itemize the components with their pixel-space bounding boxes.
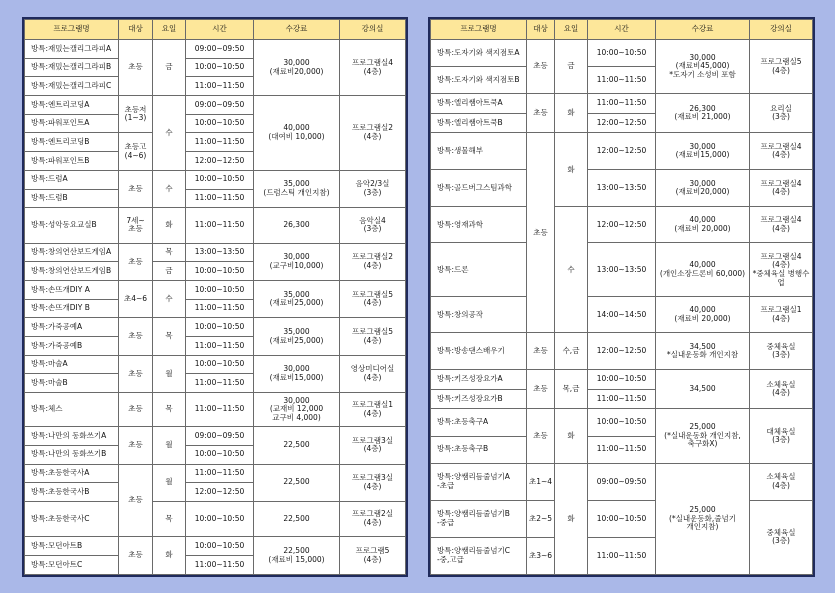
header-row (431, 20, 813, 40)
fee: 40,000 (개인소장드론비 60,000) (656, 243, 750, 297)
day: 화 (153, 537, 186, 575)
day: 금 (153, 40, 186, 96)
time: 12:00~12:50 (588, 333, 656, 370)
table-row (25, 427, 406, 446)
program-name: 방특:영재과학 (431, 207, 527, 243)
time: 14:00~14:50 (588, 297, 656, 333)
program-name: 방특:양쌤리듬줄넘기A -초급 (431, 463, 527, 500)
table-row (431, 409, 813, 436)
program-name: 방특:창의공작 (431, 297, 527, 333)
day: 목,금 (555, 370, 588, 409)
room: 소체육실 (4층) (750, 370, 813, 409)
table-row (25, 281, 406, 300)
table-row (431, 243, 813, 297)
fee: 40,000 (재료비 20,000) (656, 207, 750, 243)
fee: 30,000 (재료비15,000) (254, 355, 340, 392)
room: 요리실 (3층) (750, 94, 813, 133)
time: 10:00~10:50 (588, 500, 656, 537)
program-name: 방특:엔트리코딩A (25, 96, 119, 115)
target: 초등 (527, 333, 555, 370)
program-name: 방특:도자기와 색지점토B (431, 67, 527, 94)
fee: 30,000 (재료비20,000) (254, 40, 340, 96)
day: 목 (153, 318, 186, 355)
target: 초등 (119, 243, 153, 280)
fee: 26,300 (재료비 21,000) (656, 94, 750, 133)
table-row (25, 96, 406, 115)
room: 프로그램3실 (4층) (340, 427, 406, 464)
table-row (431, 207, 813, 243)
table-row (25, 537, 406, 556)
header-time: 시간 (588, 20, 656, 40)
time: 11:00~11:50 (588, 389, 656, 409)
program-name: 방특:재밌는캘리그라피A (25, 40, 119, 59)
program-name: 방특:골드버그스팀과학 (431, 170, 527, 207)
time: 12:00~12:50 (588, 113, 656, 133)
header-fee: 수강료 (254, 20, 340, 40)
target: 초등 (527, 40, 555, 94)
table-row (431, 94, 813, 114)
day: 목 (153, 243, 186, 262)
time: 11:00~11:50 (186, 189, 254, 208)
fee: 30,000 (교재비 12,000 교구비 4,000) (254, 393, 340, 427)
fee: 30,000 (재료비15,000) (656, 133, 750, 170)
program-name: 방특:도자기와 색지점토A (431, 40, 527, 67)
program-name: 방특:손뜨개DIY A (25, 281, 119, 300)
program-name: 방특:드럼B (25, 189, 119, 208)
left-schedule-panel (22, 17, 408, 577)
target: 초등 (527, 409, 555, 463)
program-name: 방특:창의연산보드게임B (25, 262, 119, 281)
program-name: 방특:마술A (25, 355, 119, 374)
room: 프로그램실1 (4층) (340, 393, 406, 427)
target: 초등 (527, 370, 555, 409)
target: 초등 (119, 427, 153, 464)
table-row (25, 318, 406, 337)
fee: 26,300 (254, 208, 340, 243)
day: 목 (153, 501, 186, 536)
time: 11:00~11:50 (186, 299, 254, 318)
time: 10:00~10:50 (186, 537, 254, 556)
day: 화 (555, 94, 588, 133)
right-schedule-table (430, 19, 813, 575)
time: 11:00~11:50 (186, 77, 254, 96)
header-target: 대상 (119, 20, 153, 40)
target: 초등 (119, 40, 153, 96)
program-name: 방특:손뜨개DIY B (25, 299, 119, 318)
room: 프로그램실4 (4층) (750, 133, 813, 170)
time: 10:00~10:50 (186, 501, 254, 536)
time: 10:00~10:50 (186, 114, 254, 133)
fee: 22,500 (254, 501, 340, 536)
fee: 35,000 (재료비25,000) (254, 281, 340, 318)
time: 11:00~11:50 (186, 337, 254, 356)
header-room: 강의실 (750, 20, 813, 40)
time: 11:00~11:50 (186, 393, 254, 427)
table-row (25, 355, 406, 374)
header-fee: 수강료 (656, 20, 750, 40)
program-name: 방특:모던아트B (25, 537, 119, 556)
target: 초3~6 (527, 537, 555, 574)
time: 12:00~12:50 (588, 207, 656, 243)
fee: 40,000 (재료비 20,000) (656, 297, 750, 333)
program-name: 방특:재밌는캘리그라피B (25, 58, 119, 77)
fee: 25,000 (*실내운동화 개인지참, 축구화X) (656, 409, 750, 463)
header-time: 시간 (186, 20, 254, 40)
room: 대체육실 (3층) (750, 409, 813, 463)
time: 12:00~12:50 (186, 483, 254, 502)
day: 월 (153, 427, 186, 464)
day: 목 (153, 393, 186, 427)
time: 10:00~10:50 (588, 409, 656, 436)
header-row (25, 20, 406, 40)
room: 프로그램실2 (4층) (340, 96, 406, 171)
day: 화 (555, 133, 588, 207)
day: 화 (555, 463, 588, 574)
fee: 34,500 (656, 370, 750, 409)
program-name: 방특:엔트리코딩B (25, 133, 119, 152)
header-target: 대상 (527, 20, 555, 40)
room: 소체육실 (4층) (750, 463, 813, 500)
program-name: 방특:드론 (431, 243, 527, 297)
target: 초등고 (4~6) (119, 133, 153, 170)
program-name: 방특:키즈성장요가B (431, 389, 527, 409)
target: 초1~4 (527, 463, 555, 500)
time: 11:00~11:50 (186, 133, 254, 152)
time: 13:00~13:50 (588, 170, 656, 207)
time: 11:00~11:50 (186, 556, 254, 575)
program-name: 방특:성악동요교실B (25, 208, 119, 243)
program-name: 방특:파워포인트A (25, 114, 119, 133)
target: 초등 (119, 393, 153, 427)
program-name: 방특:생물해부 (431, 133, 527, 170)
target: 초등저 (1~3) (119, 96, 153, 133)
time: 13:00~13:50 (186, 243, 254, 262)
fee: 22,500 (254, 464, 340, 501)
header-day: 요일 (555, 20, 588, 40)
program-name: 방특:나만의 동화쓰기A (25, 427, 119, 446)
time: 10:00~10:50 (186, 262, 254, 281)
time: 11:00~11:50 (588, 436, 656, 463)
time: 09:00~09:50 (186, 427, 254, 446)
time: 10:00~10:50 (186, 58, 254, 77)
table-row (25, 464, 406, 483)
right-schedule-panel (428, 17, 815, 577)
header-room: 강의실 (340, 20, 406, 40)
time: 11:00~11:50 (588, 67, 656, 94)
day: 수,금 (555, 333, 588, 370)
day: 수 (153, 281, 186, 318)
room: 중체육실 (3층) (750, 500, 813, 574)
fee: 30,000 (재료비45,000) *도자기 소성비 포함 (656, 40, 750, 94)
table-row (25, 208, 406, 243)
program-name: 방특:키즈성장요가A (431, 370, 527, 390)
fee: 30,000 (재료비20,000) (656, 170, 750, 207)
program-name: 방특:초등한국사A (25, 464, 119, 483)
room: 영상미디어실 (4층) (340, 355, 406, 392)
table-row (431, 133, 813, 170)
target: 초등 (119, 170, 153, 207)
time: 10:00~10:50 (186, 170, 254, 189)
room: 프로그램2실 (4층) (340, 501, 406, 536)
program-name: 방특:체스 (25, 393, 119, 427)
target: 초2~5 (527, 500, 555, 537)
room: 프로그램실5 (4층) (750, 40, 813, 94)
table-row (25, 170, 406, 189)
time: 11:00~11:50 (186, 374, 254, 393)
program-name: 방특:모던아트C (25, 556, 119, 575)
program-name: 방특:초등한국사B (25, 483, 119, 502)
program-name: 방특:드럼A (25, 170, 119, 189)
header-program: 프로그램명 (431, 20, 527, 40)
day: 수 (153, 96, 186, 171)
program-name: 방특:초등축구A (431, 409, 527, 436)
program-name: 방특:가죽공예B (25, 337, 119, 356)
target: 초등 (527, 133, 555, 333)
table-row (431, 370, 813, 390)
program-name: 방특:마술B (25, 374, 119, 393)
table-row (431, 333, 813, 370)
fee: 35,000 (드럼스틱 개인지참) (254, 170, 340, 207)
header-day: 요일 (153, 20, 186, 40)
program-name: 방특:파워포인트B (25, 152, 119, 171)
day: 월 (153, 355, 186, 392)
table-row (431, 463, 813, 500)
room: 프로그램실5 (4층) (340, 281, 406, 318)
time: 12:00~12:50 (186, 152, 254, 171)
target: 7세~ 초등 (119, 208, 153, 243)
target: 초4~6 (119, 281, 153, 318)
program-name: 방특:엘리쌤아트쿡A (431, 94, 527, 114)
room: 프로그램3실 (4층) (340, 464, 406, 501)
program-name: 방특:양쌤리듬줄넘기C -중,고급 (431, 537, 527, 574)
room: 중체육실 (3층) (750, 333, 813, 370)
program-name: 방특:나만의 동화쓰기B (25, 445, 119, 464)
time: 10:00~10:50 (186, 318, 254, 337)
day: 화 (153, 208, 186, 243)
fee: 30,000 (교구비10,000) (254, 243, 340, 280)
room: 프로그램실5 (4층) (340, 318, 406, 355)
time: 10:00~10:50 (588, 370, 656, 390)
table-row (431, 40, 813, 67)
target: 초등 (119, 464, 153, 537)
target: 초등 (119, 355, 153, 392)
fee: 34,500 *실내운동화 개인지참 (656, 333, 750, 370)
left-schedule-table (24, 19, 406, 575)
day: 월 (153, 464, 186, 501)
room: 프로그램실4 (4층) (340, 40, 406, 96)
day: 금 (555, 40, 588, 94)
table-row (25, 501, 406, 536)
room: 프로그램실4 (4층) (750, 207, 813, 243)
time: 09:00~09:50 (588, 463, 656, 500)
header-program: 프로그램명 (25, 20, 119, 40)
program-name: 방특:엘리쌤아트쿡B (431, 113, 527, 133)
day: 금 (153, 262, 186, 281)
room: 프로그램실4 (4층) *중체육실 병행수업 (750, 243, 813, 297)
program-name: 방특:창의연산보드게임A (25, 243, 119, 262)
program-name: 방특:양쌤리듬줄넘기B -중급 (431, 500, 527, 537)
time: 10:00~10:50 (186, 355, 254, 374)
target: 초등 (527, 94, 555, 133)
table-row (431, 297, 813, 333)
program-name: 방특:초등축구B (431, 436, 527, 463)
table-row (25, 393, 406, 427)
day: 화 (555, 409, 588, 463)
target: 초등 (119, 318, 153, 355)
room: 음악실4 (3층) (340, 208, 406, 243)
room: 프로그램실1 (4층) (750, 297, 813, 333)
table-row (25, 243, 406, 262)
fee: 25,000 (*실내운동화,줄넘기 개인지참) (656, 463, 750, 574)
time: 09:00~09:50 (186, 96, 254, 115)
table-row (431, 500, 813, 537)
time: 13:00~13:50 (588, 243, 656, 297)
fee: 40,000 (대여비 10,000) (254, 96, 340, 171)
time: 10:00~10:50 (588, 40, 656, 67)
time: 09:00~09:50 (186, 40, 254, 59)
program-name: 방특:재밌는캘리그라피C (25, 77, 119, 96)
room: 프로그램실4 (4층) (750, 170, 813, 207)
time: 11:00~11:50 (186, 208, 254, 243)
target: 초등 (119, 537, 153, 575)
time: 11:00~11:50 (588, 94, 656, 114)
room: 프로그램실2 (4층) (340, 243, 406, 280)
time: 10:00~10:50 (186, 281, 254, 300)
fee: 22,500 (254, 427, 340, 464)
program-name: 방특:가죽공예A (25, 318, 119, 337)
day: 수 (153, 170, 186, 207)
room: 프로그램5 (4층) (340, 537, 406, 575)
time: 12:00~12:50 (588, 133, 656, 170)
table-row (431, 170, 813, 207)
room: 음악2/3실 (3층) (340, 170, 406, 207)
time: 10:00~10:50 (186, 445, 254, 464)
time: 11:00~11:50 (186, 464, 254, 483)
program-name: 방특:초등한국사C (25, 501, 119, 536)
time: 11:00~11:50 (588, 537, 656, 574)
program-name: 방특:방송댄스배우기 (431, 333, 527, 370)
day: 수 (555, 207, 588, 333)
table-row (25, 40, 406, 59)
fee: 22,500 (재료비 15,000) (254, 537, 340, 575)
fee: 35,000 (재료비25,000) (254, 318, 340, 355)
